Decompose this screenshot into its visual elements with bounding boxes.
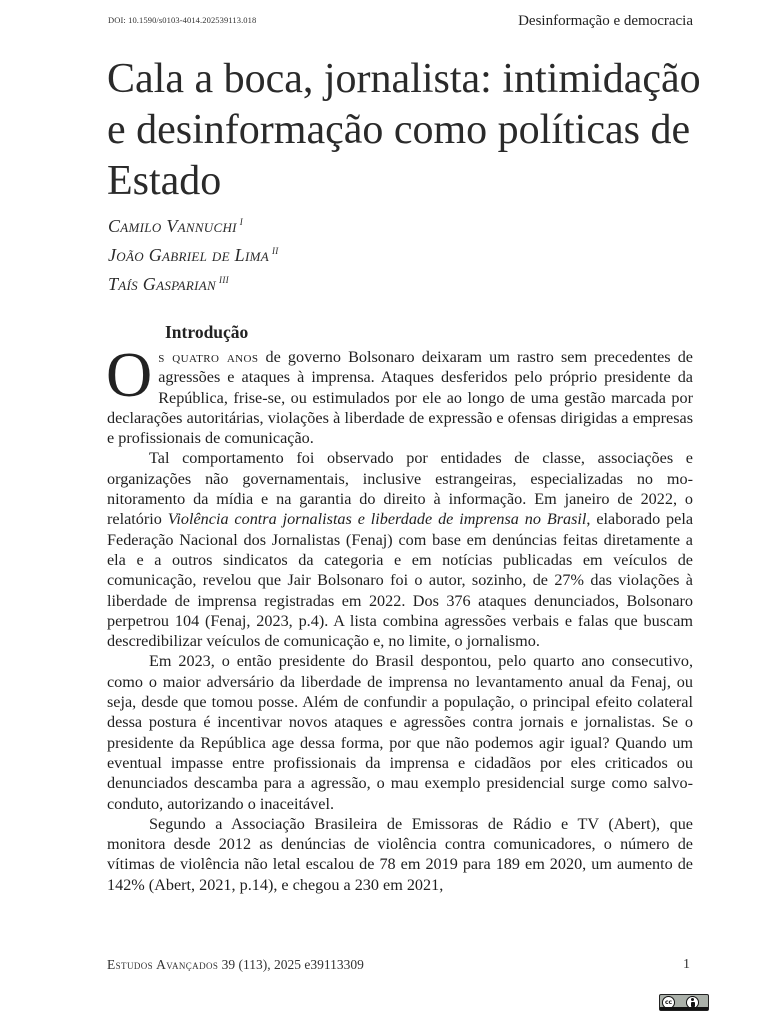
report-title-italic: Violência contra jornalistas e liberdade de imprensa no Brasil (167, 510, 587, 529)
author-3-name: Taís Gasparian (108, 274, 217, 294)
journal-issue: 39 (113), 2025 e39113309 (218, 957, 364, 972)
author-3 (108, 268, 279, 297)
article-title: Cala a boca, jornalista: intimidação e desinformação como políticas de Estado (107, 56, 701, 204)
author-3-mark: III (219, 275, 229, 285)
paragraph-1-text: de governo Bolsonaro deixaram um rastro sem precedentes de agressões e ataques à imprensa. Ataques desferidos pelo próprio presidente da República, frise-se, ou estimulados por ele ao longo de uma gestão marcada por declarações autoritárias, violações à liberdade de expressão e ofensas dirigidas a empresas e profissionais de comunicação. (107, 348, 693, 448)
author-2-mark: II (271, 246, 279, 256)
paragraph-4: Segundo a Associação Brasileira de Emissoras de Rádio e TV (Abert), que monitora desde 2012 as denúncias de violência contra comunicadores, o número de vítimas de violência não letal escalou de 78 em 2019 para 189 em 2020, um aumento de 142% (Abert, 2021, p.14), e chegou a 230 em 2021, (107, 814, 693, 894)
license-bar (660, 1007, 708, 1010)
section-heading: Introdução (165, 322, 249, 342)
author-1 (108, 210, 279, 239)
lead-small-caps: s quatro anos (158, 348, 259, 366)
doi-label: DOI: 10.1590/s0103-4014.202539113.018 (108, 15, 257, 25)
running-header-section: Desinformação e democracia (518, 13, 693, 29)
paragraph-2 (107, 448, 693, 651)
article-body (106, 339, 694, 895)
author-list (108, 210, 279, 297)
paragraph-3: Em 2023, o então presidente do Brasil despontou, pelo quarto ano consecutivo, como o maior adversário da liberdade de imprensa no levantamento anual da Fenaj, ou seja, desde que tomou posse. Além de confundir a população, o principal efeito colateral dessa postura é incentivar novos ataques e agressões contra jornais e jornalistas. Se o presidente da República age dessa forma, por que não podemos agir igual? Quando um eventual impasse entre profissionais da imprensa e cidadãos por eles criticados ou denunciados descamba para a agressão, o mau exemplo presidencial surge como salvo-conduto, autorizando o inaceitável. (107, 652, 693, 813)
paragraph-2-text-b: , elaborado pela Federação Nacional dos Jornalistas (Fenaj) com base em denúncias feitas diretamente a ela e a outros sindicatos da categoria e em notícias publicadas em veículos de comunicação, revelou que Jair Bolsonaro foi o autor, sozinho, de 27% das violações à liberdade de imprensa registradas em 2022. Dos 376 ataques denunciados, Bolsonaro perpetrou 104 (Fenaj, 2023, p.4). A lista combina agressões verbais e falas que buscam descredibilizar veículos de comunicação e, no limite, o jornalismo. (107, 510, 694, 651)
journal-name: Estudos Avançados (107, 957, 219, 972)
paragraph-2-text-a: Tal comportamento foi observado por entidades de classe, associações e organizações não governamentais, inclusive estrangeiras, especializadas no monitoramento da mídia e na garantia do direito à informação. Em janeiro de 2022, o relatório (107, 449, 693, 529)
cc-icon: cc (662, 996, 675, 1009)
paragraph-1 (106, 339, 693, 448)
cc-by-license-icon[interactable] (659, 994, 709, 1011)
drop-cap: O (106, 339, 153, 410)
author-1-mark: I (239, 217, 244, 227)
author-1-name: Camilo Vannuchi (108, 216, 237, 236)
author-2-name: João Gabriel de Lima (108, 245, 269, 265)
page-number: 1 (683, 957, 690, 972)
footer-citation (107, 957, 364, 973)
author-2 (108, 239, 279, 268)
